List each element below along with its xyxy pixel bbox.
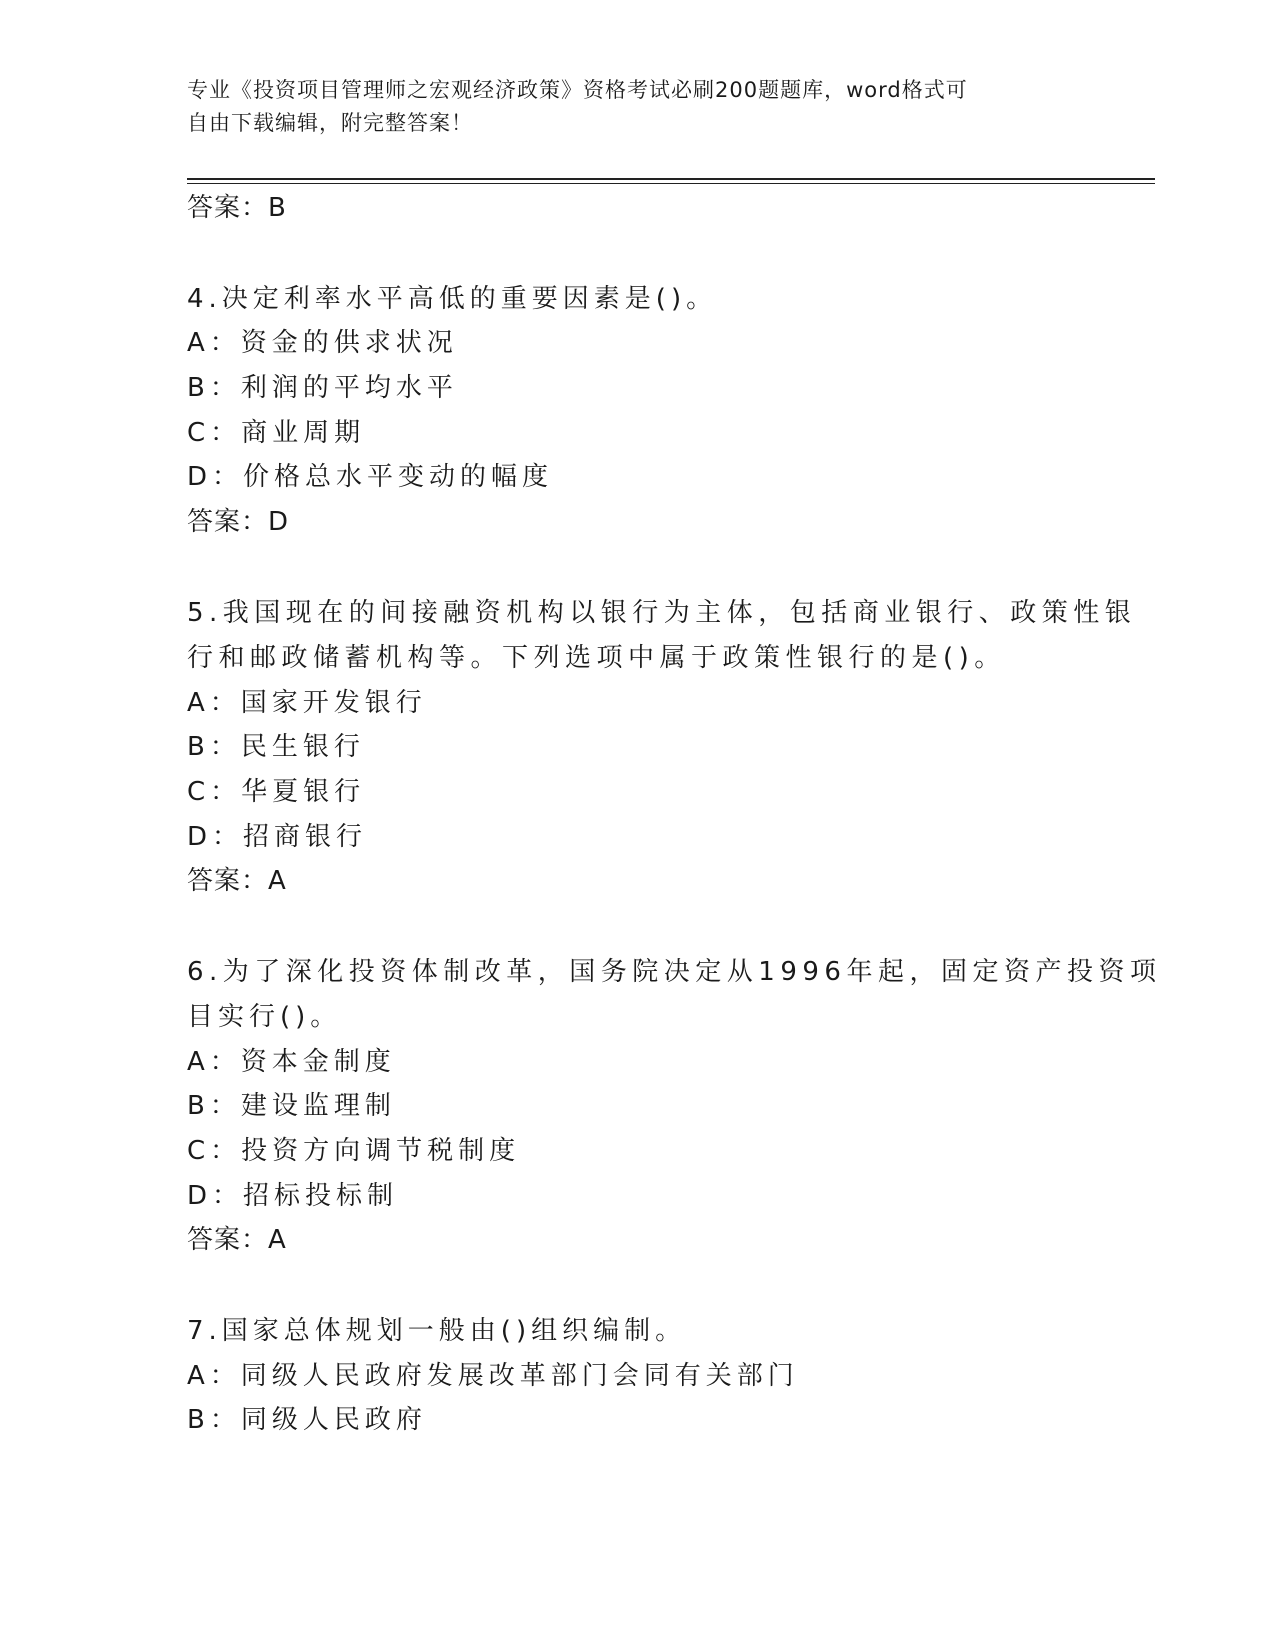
question-5-option-c: C：华夏银行 xyxy=(187,777,366,807)
answer-q3: 答案：B xyxy=(187,193,287,223)
question-7-option-b: B：同级人民政府 xyxy=(187,1405,427,1435)
question-6-option-b: B：建设监理制 xyxy=(187,1091,396,1121)
answer-q5: 答案：A xyxy=(187,866,287,896)
question-4-option-c: C：商业周期 xyxy=(187,418,366,448)
question-6-option-a: A：资本金制度 xyxy=(187,1047,396,1077)
question-6-stem-line-2: 目实行()。 xyxy=(187,1002,342,1032)
question-5-option-a: A：国家开发银行 xyxy=(187,688,427,718)
question-5-option-d: D：招商银行 xyxy=(187,822,368,852)
question-4-stem: 4.决定利率水平高低的重要因素是()。 xyxy=(187,284,718,314)
question-6-option-c: C：投资方向调节税制度 xyxy=(187,1136,521,1166)
header-divider-thick xyxy=(187,178,1155,180)
question-5-stem-line-2: 行和邮政储蓄机构等。下列选项中属于政策性银行的是()。 xyxy=(187,643,1006,673)
question-4-option-b: B：利润的平均水平 xyxy=(187,373,458,403)
answer-q6: 答案：A xyxy=(187,1225,287,1255)
header-line-2: 自由下载编辑，附完整答案！ xyxy=(187,111,473,135)
question-4-option-d: D：价格总水平变动的幅度 xyxy=(187,462,554,492)
question-7-stem: 7.国家总体规划一般由()组织编制。 xyxy=(187,1316,687,1346)
question-5-stem-line-1: 5.我国现在的间接融资机构以银行为主体，包括商业银行、政策性银 xyxy=(187,598,1137,628)
question-6-option-d: D：招标投标制 xyxy=(187,1181,399,1211)
question-6-stem-line-1: 6.为了深化投资体制改革，国务院决定从1996年起，固定资产投资项 xyxy=(187,957,1162,987)
question-5-option-b: B：民生银行 xyxy=(187,732,365,762)
question-4-option-a: A：资金的供求状况 xyxy=(187,328,458,358)
answer-q4: 答案：D xyxy=(187,507,290,537)
question-7-option-a: A：同级人民政府发展改革部门会同有关部门 xyxy=(187,1361,799,1391)
header-line-1: 专业《投资项目管理师之宏观经济政策》资格考试必刷200题题库，word格式可 xyxy=(187,78,968,102)
header-divider-thin xyxy=(187,183,1155,184)
document-header xyxy=(187,74,1067,140)
